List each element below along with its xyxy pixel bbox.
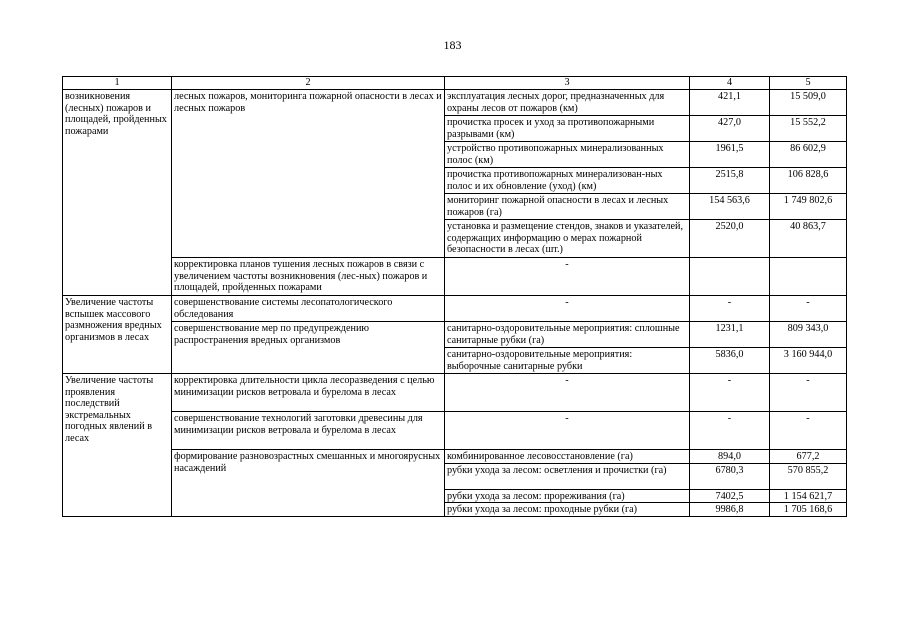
cost-cell: 40 863,7 bbox=[770, 220, 847, 258]
volume-cell: 5836,0 bbox=[690, 348, 770, 374]
table-row bbox=[63, 322, 847, 348]
measure-cell: рубки ухода за лесом: прореживания (га) bbox=[445, 489, 690, 503]
header-cell: 5 bbox=[770, 77, 847, 90]
adaptation-cell: совершенствование системы лесопатологического обследования bbox=[172, 296, 445, 322]
cost-cell: 1 154 621,7 bbox=[770, 489, 847, 503]
adaptation-cell: корректировка длительности цикла лесоразведения с целью минимизации рисков ветровала и бурелома в лесах bbox=[172, 374, 445, 412]
header-cell: 3 bbox=[445, 77, 690, 90]
cost-cell: - bbox=[770, 412, 847, 450]
risk-cell: возникновения (лесных) пожаров и площадей, пройденных пожарами bbox=[63, 90, 172, 296]
volume-cell: 421,1 bbox=[690, 90, 770, 116]
measure-cell: прочистка просек и уход за противопожарными разрывами (км) bbox=[445, 116, 690, 142]
volume-cell: 2515,8 bbox=[690, 168, 770, 194]
measure-cell: прочистка противопожарных минерализован-ных полос и их обновление (уход) (км) bbox=[445, 168, 690, 194]
cost-cell: - bbox=[770, 296, 847, 322]
cost-cell: 1 705 168,6 bbox=[770, 503, 847, 517]
volume-cell: - bbox=[690, 412, 770, 450]
measure-cell: установка и размещение стендов, знаков и указателей, содержащих информацию о мерах пожарной безопасности в лесах (шт.) bbox=[445, 220, 690, 258]
measure-cell: устройство противопожарных минерализованных полос (км) bbox=[445, 142, 690, 168]
header-cell: 4 bbox=[690, 77, 770, 90]
measure-cell: рубки ухода за лесом: осветления и прочистки (га) bbox=[445, 463, 690, 489]
measure-cell: мониторинг пожарной опасности в лесах и лесных пожаров (га) bbox=[445, 194, 690, 220]
volume-cell: 2520,0 bbox=[690, 220, 770, 258]
table-row bbox=[63, 258, 847, 296]
measure-cell: санитарно-оздоровительные мероприятия: сплошные санитарные рубки (га) bbox=[445, 322, 690, 348]
measure-cell: - bbox=[445, 296, 690, 322]
cost-cell: 15 509,0 bbox=[770, 90, 847, 116]
cost-cell: 86 602,9 bbox=[770, 142, 847, 168]
volume-cell: 7402,5 bbox=[690, 489, 770, 503]
volume-cell: 6780,3 bbox=[690, 463, 770, 489]
table-row bbox=[63, 450, 847, 464]
volume-cell: 427,0 bbox=[690, 116, 770, 142]
adaptation-cell: совершенствование мер по предупреждению распространения вредных организмов bbox=[172, 322, 445, 374]
table-header-row bbox=[63, 77, 847, 90]
measure-cell: - bbox=[445, 374, 690, 412]
cost-cell: - bbox=[770, 374, 847, 412]
header-cell: 2 bbox=[172, 77, 445, 90]
volume-cell: 154 563,6 bbox=[690, 194, 770, 220]
measure-cell: эксплуатация лесных дорог, предназначенных для охраны лесов от пожаров (км) bbox=[445, 90, 690, 116]
cost-cell: 1 749 802,6 bbox=[770, 194, 847, 220]
measure-cell: санитарно-оздоровительные мероприятия: выборочные санитарные рубки bbox=[445, 348, 690, 374]
measures-table bbox=[62, 76, 847, 517]
table-row bbox=[63, 412, 847, 450]
adaptation-cell: лесных пожаров, мониторинга пожарной опасности в лесах и лесных пожаров bbox=[172, 90, 445, 258]
volume-cell bbox=[690, 258, 770, 296]
risk-cell: Увеличение частоты вспышек массового размножения вредных организмов в лесах bbox=[63, 296, 172, 374]
cost-cell: 809 343,0 bbox=[770, 322, 847, 348]
volume-cell: - bbox=[690, 374, 770, 412]
cost-cell: 15 552,2 bbox=[770, 116, 847, 142]
cost-cell: 106 828,6 bbox=[770, 168, 847, 194]
header-cell: 1 bbox=[63, 77, 172, 90]
page-number: 183 bbox=[443, 38, 462, 52]
cost-cell: 3 160 944,0 bbox=[770, 348, 847, 374]
measure-cell: рубки ухода за лесом: проходные рубки (га) bbox=[445, 503, 690, 517]
adaptation-cell: формирование разновозрастных смешанных и многоярусных насаждений bbox=[172, 450, 445, 517]
measure-cell: - bbox=[445, 412, 690, 450]
cost-cell bbox=[770, 258, 847, 296]
volume-cell: - bbox=[690, 296, 770, 322]
table-row bbox=[63, 296, 847, 322]
volume-cell: 894,0 bbox=[690, 450, 770, 464]
risk-cell: Увеличение частоты проявления последствий экстремальных погодных явлений в лесах bbox=[63, 374, 172, 517]
adaptation-cell: корректировка планов тушения лесных пожаров в связи с увеличением частоты возникновения (лес-ных) пожаров и площадей, пройденных пожарами bbox=[172, 258, 445, 296]
volume-cell: 1961,5 bbox=[690, 142, 770, 168]
volume-cell: 9986,8 bbox=[690, 503, 770, 517]
table-row bbox=[63, 90, 847, 116]
cost-cell: 677,2 bbox=[770, 450, 847, 464]
measure-cell: комбинированное лесовосстановление (га) bbox=[445, 450, 690, 464]
adaptation-cell: совершенствование технологий заготовки древесины для минимизации рисков ветровала и бурелома в лесах bbox=[172, 412, 445, 450]
volume-cell: 1231,1 bbox=[690, 322, 770, 348]
measure-cell: - bbox=[445, 258, 690, 296]
table-row bbox=[63, 374, 847, 412]
cost-cell: 570 855,2 bbox=[770, 463, 847, 489]
